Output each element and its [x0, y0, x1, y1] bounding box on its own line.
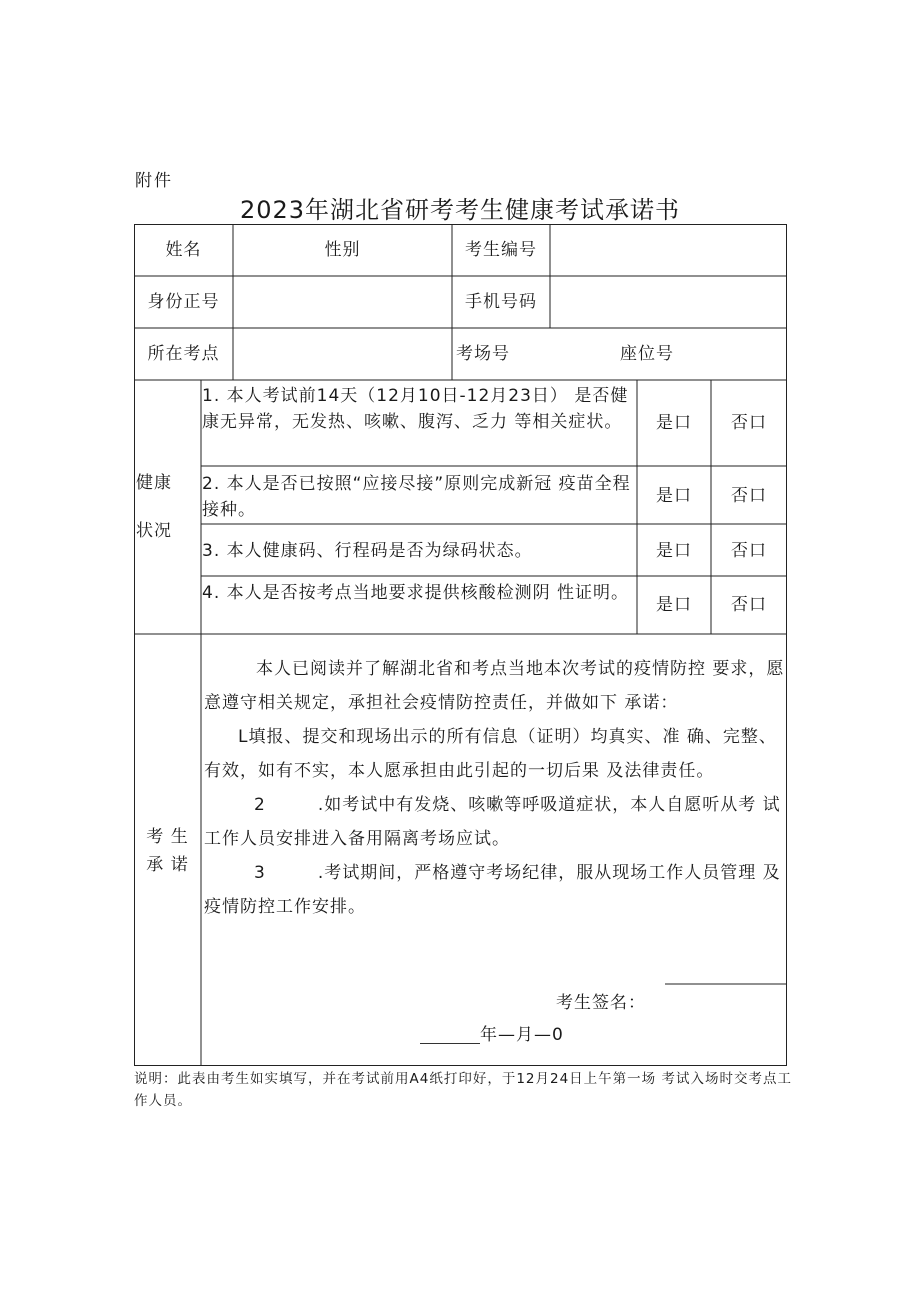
signature-label: 考生签名： — [556, 993, 646, 1013]
pledge-text — [204, 652, 786, 924]
pledge-label-line1: 考 生 — [146, 827, 189, 847]
exam-number-label: 考生编号 — [465, 240, 537, 260]
pledge-item-2-number: 2 — [254, 795, 266, 815]
gender-label: 性别 — [324, 240, 361, 260]
date-line[interactable] — [420, 1022, 564, 1048]
date-year-blank[interactable] — [420, 1023, 480, 1044]
health-question-2: 2. 本人是否已按照“应接尽接”原则完成新冠 疫苗全程接种。 — [202, 474, 631, 520]
phone-label: 手机号码 — [465, 292, 537, 312]
attachment-label: 附件 — [135, 171, 173, 191]
pledge-item-3-text: .考试期间，严格遵守考场纪律，服从现场工作人员管理 及疫情防控工作安排。 — [204, 863, 781, 917]
pledge-item-3 — [204, 856, 786, 924]
q2-yes-checkbox[interactable]: 是口 — [656, 486, 692, 506]
health-question-1: 1. 本人考试前14天（12月10日-12月23日） 是否健康无异常，无发热、咳嗽、腹泻、乏力 等相关症状。 — [202, 386, 629, 432]
pledge-item-2-text: .如考试中有发烧、咳嗽等呼吸道症状，本人自愿听从考 试工作人员安排进入备用隔离考场应试。 — [204, 795, 781, 849]
q4-no-checkbox[interactable]: 否口 — [731, 595, 767, 615]
name-label: 姓名 — [165, 240, 202, 260]
exam-site-field[interactable] — [234, 329, 451, 379]
pledge-intro: 本人已阅读并了解湖北省和考点当地本次考试的疫情防控 要求，愿意遵守相关规定，承担社会疫情防控责任，并做如下 承诺： — [204, 659, 785, 713]
id-number-label: 身份正号 — [147, 292, 220, 312]
footer-note: 说明：此表由考生如实填写，并在考试前用A4纸打印好，于12月24日上午第一场 考试入场时交考点工作人员。 — [134, 1071, 792, 1109]
exam-site-label: 所在考点 — [147, 344, 220, 364]
signature-field[interactable] — [665, 960, 786, 984]
q1-no-checkbox[interactable]: 否口 — [731, 413, 767, 433]
health-question-3: 3. 本人健康码、行程码是否为绿码状态。 — [202, 541, 533, 561]
pledge-item-2 — [204, 788, 786, 856]
date-text: 年—月—0 — [480, 1025, 564, 1045]
q4-yes-checkbox[interactable]: 是口 — [656, 595, 692, 615]
id-number-field[interactable] — [234, 277, 451, 327]
pledge-label-line2: 承 诺 — [146, 855, 189, 875]
q2-no-checkbox[interactable]: 否口 — [731, 486, 767, 506]
exam-room-label: 考场号 — [456, 344, 510, 364]
q1-yes-checkbox[interactable]: 是口 — [656, 413, 692, 433]
q3-no-checkbox[interactable]: 否口 — [731, 541, 767, 561]
health-status-label-line1: 健康 — [136, 473, 172, 493]
seat-number-label: 座位号 — [620, 344, 674, 364]
health-question-4: 4. 本人是否按考点当地要求提供核酸检测阴 性证明。 — [202, 583, 630, 603]
phone-field[interactable] — [551, 277, 786, 327]
pledge-item-1: L填报、提交和现场出示的所有信息（证明）均真实、准 确、完整、有效，如有不实，本人愿承担由此引起的一切后果 及法律责任。 — [204, 727, 777, 781]
health-status-label-line2: 状况 — [136, 521, 172, 541]
pledge-form-table — [134, 224, 787, 1066]
q3-yes-checkbox[interactable]: 是口 — [656, 541, 692, 561]
page-title: 2023年湖北省研考考生健康考试承诺书 — [239, 196, 681, 224]
exam-number-field[interactable] — [551, 225, 786, 275]
pledge-item-3-number: 3 — [254, 863, 266, 883]
